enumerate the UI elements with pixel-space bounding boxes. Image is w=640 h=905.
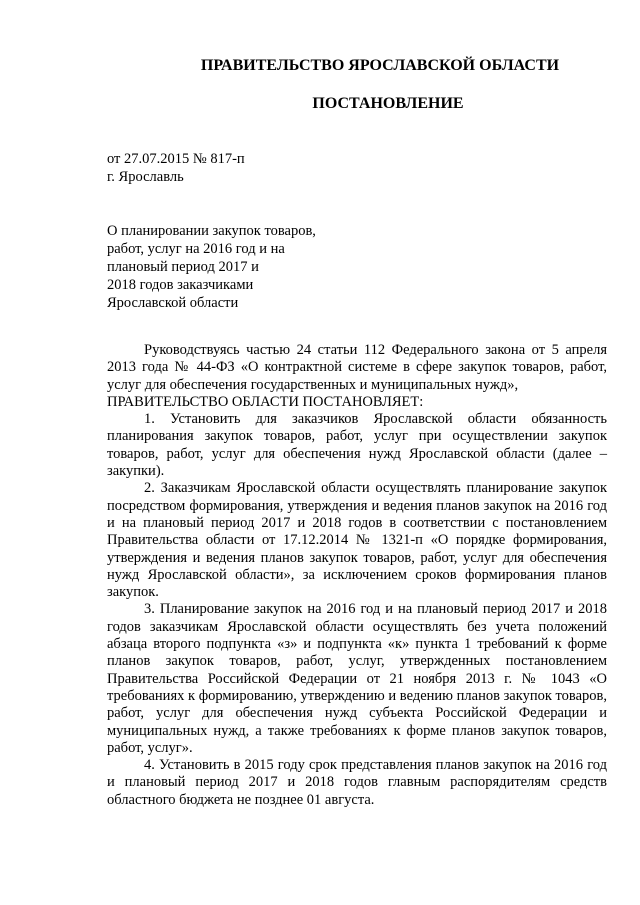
preamble-paragraph: Руководствуясь частью 24 статьи 112 Федерального закона от 5 апреля 2013 года № 44-ФЗ «О контрактной системе в сфере закупок товаров, работ, услуг для обеспечения государственных и муниципальных нужд», [107, 342, 607, 393]
date-number: от 27.07.2015 № 817-п [107, 151, 245, 167]
organization-title: ПРАВИТЕЛЬСТВО ЯРОСЛАВСКОЙ ОБЛАСТИ [200, 57, 560, 74]
item-paragraph-3: 3. Планирование закупок на 2016 год и на плановый период 2017 и 2018 годов заказчикам Ярославской области осуществлять без учета положений абзаца второго подпункта «з» и подпункта «к» пункта 1 требований к форме планов закупок товаров, работ, услуг, утвержденных постановлением Правительства Российской Федерации от 21 ноября 2013 г. № 1043 «О требованиях к формированию, утверждению и ведению планов закупок товаров, работ, услуг для обеспечения нужд субъекта Российской Федерации и муниципальных нужд, а также требованиях к форме планов закупок товаров, работ, услуг». [107, 601, 607, 756]
document-type: ПОСТАНОВЛЕНИЕ [312, 95, 464, 112]
document-subject [107, 222, 316, 312]
subject-line: работ, услуг на 2016 год и на [107, 241, 285, 257]
document-body [107, 342, 607, 809]
decree-line: ПРАВИТЕЛЬСТВО ОБЛАСТИ ПОСТАНОВЛЯЕТ: [107, 393, 424, 410]
subject-line: плановый период 2017 и [107, 259, 259, 275]
subject-line: Ярославской области [107, 295, 239, 311]
document-meta [107, 150, 245, 186]
item-paragraph-2: 2. Заказчикам Ярославской области осуществлять планирование закупок посредством формирования, утверждения и ведения планов закупок на 2016 год и на плановый период 2017 и 2018 годов в соответствии с постановлением Правительства области от 17.12.2014 № 1321-п «О порядке формирования, утверждения и ведения планов закупок товаров, работ, услуг для обеспечения нужд Ярославской области», за исключением сроков формирования планов закупок. [107, 480, 607, 601]
subject-line: О планировании закупок товаров, [107, 223, 316, 239]
city: г. Ярославль [107, 169, 184, 185]
item-paragraph-1: 1. Установить для заказчиков Ярославской области обязанность планирования закупок товаров, работ, услуг при осуществлении закупок товаров, работ, услуг для обеспечения нужд Ярославской области (далее – закупки). [107, 411, 607, 480]
subject-line: 2018 годов заказчиками [107, 277, 254, 293]
item-paragraph-4: 4. Установить в 2015 году срок представления планов закупок на 2016 год и плановый период 2017 и 2018 годов главным распорядителям средств областного бюджета не позднее 01 августа. [107, 757, 607, 808]
